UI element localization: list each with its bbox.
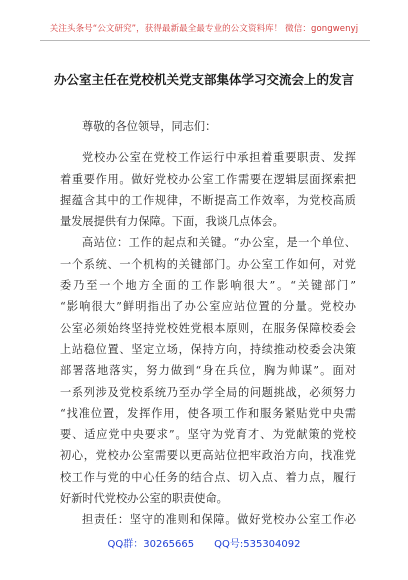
footer-contact	[40, 535, 368, 550]
body-line: 部署落地落实，努力做到“身在兵位，胸为帅谋”。面对	[60, 364, 356, 378]
body-line: “找准位置，发挥作用，使各项工作和服务紧贴党中央需	[60, 406, 356, 420]
body-line: 担责任：坚守的准则和保障。做好党校办公室工作必	[82, 513, 356, 527]
body-line: 公室必须始终坚持党校姓党根本原则，在服务保障校委会	[60, 321, 356, 335]
document-title: 办公室主任在党校机关党支部集体学习交流会上的发言	[53, 72, 354, 87]
body-line: 量发展提供有力保障。下面，我谈几点体会。	[60, 215, 284, 229]
body-line: 委乃至一个地方全面的工作影响很大”。“关键部门”	[60, 279, 356, 293]
document-body	[60, 116, 356, 531]
footer-qq-group: QQ群：30265665	[107, 539, 195, 550]
body-line: 要、适应党中央要求”。坚守为党育才、为党献策的党校	[60, 428, 356, 442]
body-line: 一系列涉及党校系统乃至办学全局的问题挑战，必须努力	[60, 385, 356, 399]
body-line: “影响很大”鲜明指出了办公室应站位置的分量。党校办	[60, 300, 356, 314]
body-line: 党校办公室在党校工作运行中承担着重要职责、发挥	[82, 151, 356, 165]
salutation-line: 尊敬的各位领导，同志们：	[82, 120, 217, 133]
header-banner: 关注头条号“公文研究”，获得最新最全最专业的公文资料库！ 微信：gongwenyj	[49, 24, 359, 34]
footer-qq-number: QQ号:535304092	[214, 539, 301, 550]
body-line: 上站稳位置、坚定立场，保持方向，持续推动校委会决策	[60, 342, 356, 356]
body-line: 握蕴含其中的工作规律，不断提高工作效率，为党校高质	[60, 193, 356, 207]
body-line: 着重要作用。做好党校办公室工作需要在逻辑层面探索把	[60, 172, 356, 186]
body-line: 一个系统、一个机构的关键部门。办公室工作如何，对党	[60, 257, 356, 271]
body-line: 校工作与党的中心任务的结合点、切入点、着力点，履行	[60, 470, 356, 484]
header-divider	[40, 40, 370, 41]
paragraph-gap	[60, 137, 356, 147]
body-line: 初心，党校办公室需要以更高站位把牢政治方向，找准党	[60, 449, 356, 463]
body-line: 好新时代党校办公室的职责使命。	[60, 492, 228, 506]
body-line: 高站位：工作的起点和关键。“办公室，是一个单位、	[82, 236, 356, 250]
